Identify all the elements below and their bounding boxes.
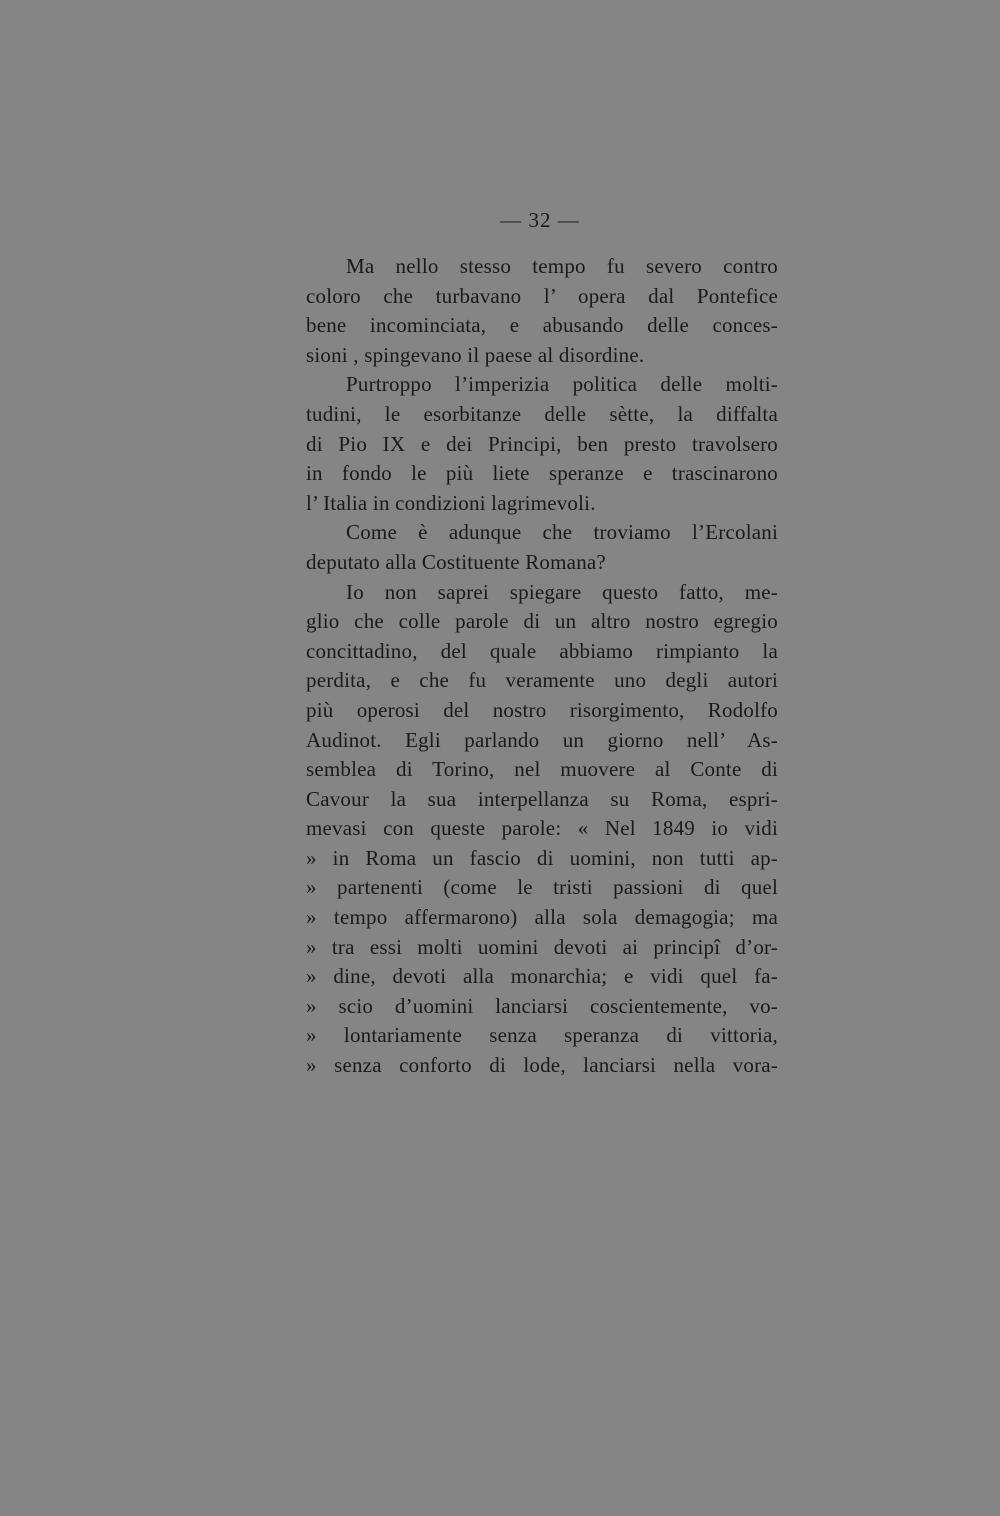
text-line: semblea di Torino, nel muovere al Conte di: [306, 757, 778, 782]
text-line: » in Roma un fascio di uomini, non tutti ap-: [306, 845, 778, 870]
text-line: concittadino, del quale abbiamo rimpianto la: [306, 638, 778, 663]
text-line: mevasi con queste parole: « Nel 1849 io vidi: [306, 816, 778, 841]
text-line: » senza conforto di lode, lanciarsi nella vora-: [306, 1053, 778, 1078]
text-line: Cavour la sua interpellanza su Roma, espri-: [306, 786, 778, 811]
text-line: » scio d’uomini lanciarsi coscientemente, vo-: [306, 993, 778, 1018]
text-line: » tra essi molti uomini devoti ai principî d’or-: [306, 934, 778, 959]
text-line: in fondo le più liete speranze e trascinarono: [306, 461, 778, 486]
text-line: » partenenti (come le tristi passioni di quel: [306, 875, 778, 900]
text-line: bene incominciata, e abusando delle conces-: [306, 313, 778, 338]
text-line: Io non saprei spiegare questo fatto, me-: [346, 579, 778, 604]
text-line: Audinot. Egli parlando un giorno nell’ As-: [306, 727, 778, 752]
text-line: » dine, devoti alla monarchia; e vidi quel fa-: [306, 964, 778, 989]
text-line: l’ Italia in condizioni lagrimevoli.: [306, 490, 596, 515]
text-line: glio che colle parole di un altro nostro egregio: [306, 609, 778, 634]
text-line: Ma nello stesso tempo fu severo contro: [346, 254, 778, 278]
text-line: di Pio IX e dei Principi, ben presto travolsero: [306, 431, 778, 456]
text-line: » lontariamente senza speranza di vittoria,: [306, 1023, 778, 1048]
text-line: Purtroppo l’imperizia politica delle molti-: [346, 372, 778, 397]
text-line: sioni , spingevano il paese al disordine.: [306, 342, 645, 367]
page-number: — 32 —: [500, 208, 580, 232]
text-line: perdita, e che fu veramente uno degli autori: [306, 668, 778, 693]
text-line: tudini, le esorbitanze delle sètte, la diffalta: [306, 401, 778, 426]
text-line: deputato alla Costituente Romana?: [306, 549, 606, 574]
text-line: coloro che turbavano l’ opera dal Pontefice: [306, 283, 778, 308]
body-text: [306, 252, 778, 1081]
text-line: Come è adunque che troviamo l’Ercolani: [346, 520, 778, 545]
text-line: più operosi del nostro risorgimento, Rodolfo: [306, 697, 778, 722]
text-line: » tempo affermarono) alla sola demagogia; ma: [306, 905, 778, 930]
